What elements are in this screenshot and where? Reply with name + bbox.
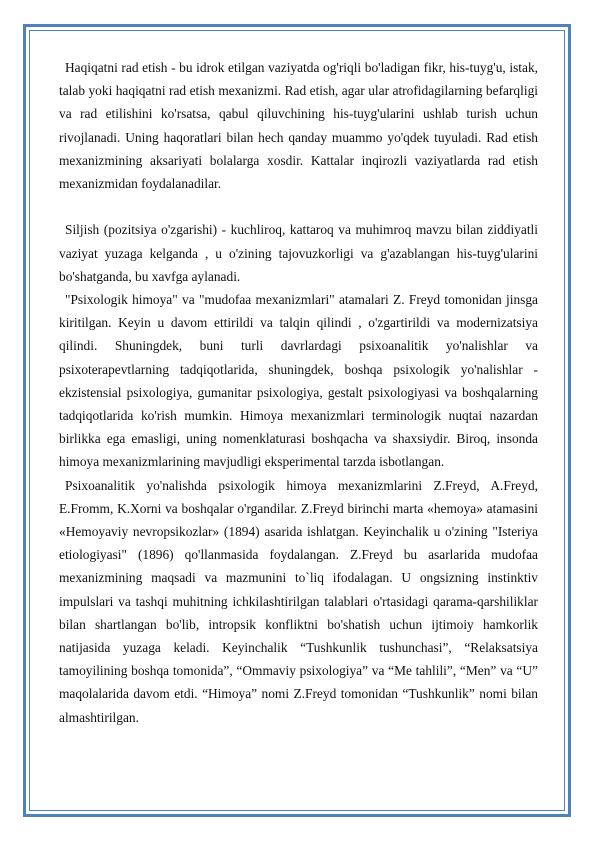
- paragraph-psychoanalytic-direction: Psixoanalitik yo'nalishda psixologik himoya mexanizmlarini Z.Freyd, A.Freyd, E.Fromm, K.Xorni va boshqalar o'rgandilar. Z.Freyd birinchi marta «hemoya» atamasini «Hemoyaviy nevropsikozlar» (1894) asarida ishlatgan. Keyinchalik u o'zining "Isteriya etiologiyasi" (1896) qo'llanmasida foydalangan. Z.Freyd bu asarlarida mudofaa mexanizmining maqsadi va mazmunini to`liq ifodalagan. U ongsizning instinktiv impulslari va tashqi muhitning ichkilashtirilgan talablari o'rtasidagi qarama-qarshiliklar bilan shartlangan bo'lib, intropsik konfliktni bo'shatish uchun ijtimoiy hamkorlik natijasida yuzaga keladi. Keyinchalik “Tushkunlik tushunchasi”, “Relaksatsiya tamoyilining boshqa tomonida”, “Ommaviy psixologiya” va “Me tahlili”, “Men” va “U” maqolalarida davom etdi. “Himoya” nomi Z.Freyd tomonidan “Tushkunlik” nomi bilan almashtirilgan.: [59, 477, 538, 725]
- paragraph-psychological-defense: "Psixologik himoya" va "mudofaa mexanizmlari" atamalari Z. Freyd tomonidan jinsga kiritilgan. Keyin u davom ettirildi va talqin qilindi , o'zgartirildi va modernizatsiya qilindi. Shuningdek, buni turli davrlardagi psixoanalitik yo'nalishlar va psixoterapevtlarning tadqiqotlarida, shuningdek, boshqa psixologik yo'nalishlar - ekzistensial psixologiya, gumanitar psixologiya, gestalt psixologiyasi va boshqalarning tadqiqotlarida ko'rish mumkin. Himoya mexanizmlari terminologik nuqtai nazardan birlikka ega emasligi, uning nomenklaturasi boshqacha va shaxsiydir. Biroq, insonda himoya mexanizmlarining mavjudligi eksperimental tarzda isbotlangan.: [59, 292, 538, 470]
- paragraph-denial: Haqiqatni rad etish - bu idrok etilgan vaziyatda og'riqli bo'ladigan fikr, his-tuyg'u, istak, talab yoki haqiqatni rad etish mexanizmi. Rad etish, agar ular atrofidagilarning befarqligi va rad etilishini ko'rsatsa, qabul qiluvchining his-tuyg'ularini ushlab turish uchun rivojlanadi. Uning haqoratlari bilan hech qanday muammo yo'qdek tuyuladi. Rad etish mexanizmining aksariyati bolalarga xosdir. Kattalar inqirozli vaziyatlarda rad etish mexanizmidan foydalanadilar.: [59, 60, 538, 192]
- paragraph-displacement: Siljish (pozitsiya o'zgarishi) - kuchliroq, kattaroq va muhimroq mavzu bilan ziddiyatli vaziyat yuzaga kelganda , u o'zining tajovuzkorligi va g'azablangan his-tuyg'ularini bo'shatganda, bu xavfga aylanadi.: [59, 222, 538, 284]
- document-body: [59, 56, 538, 729]
